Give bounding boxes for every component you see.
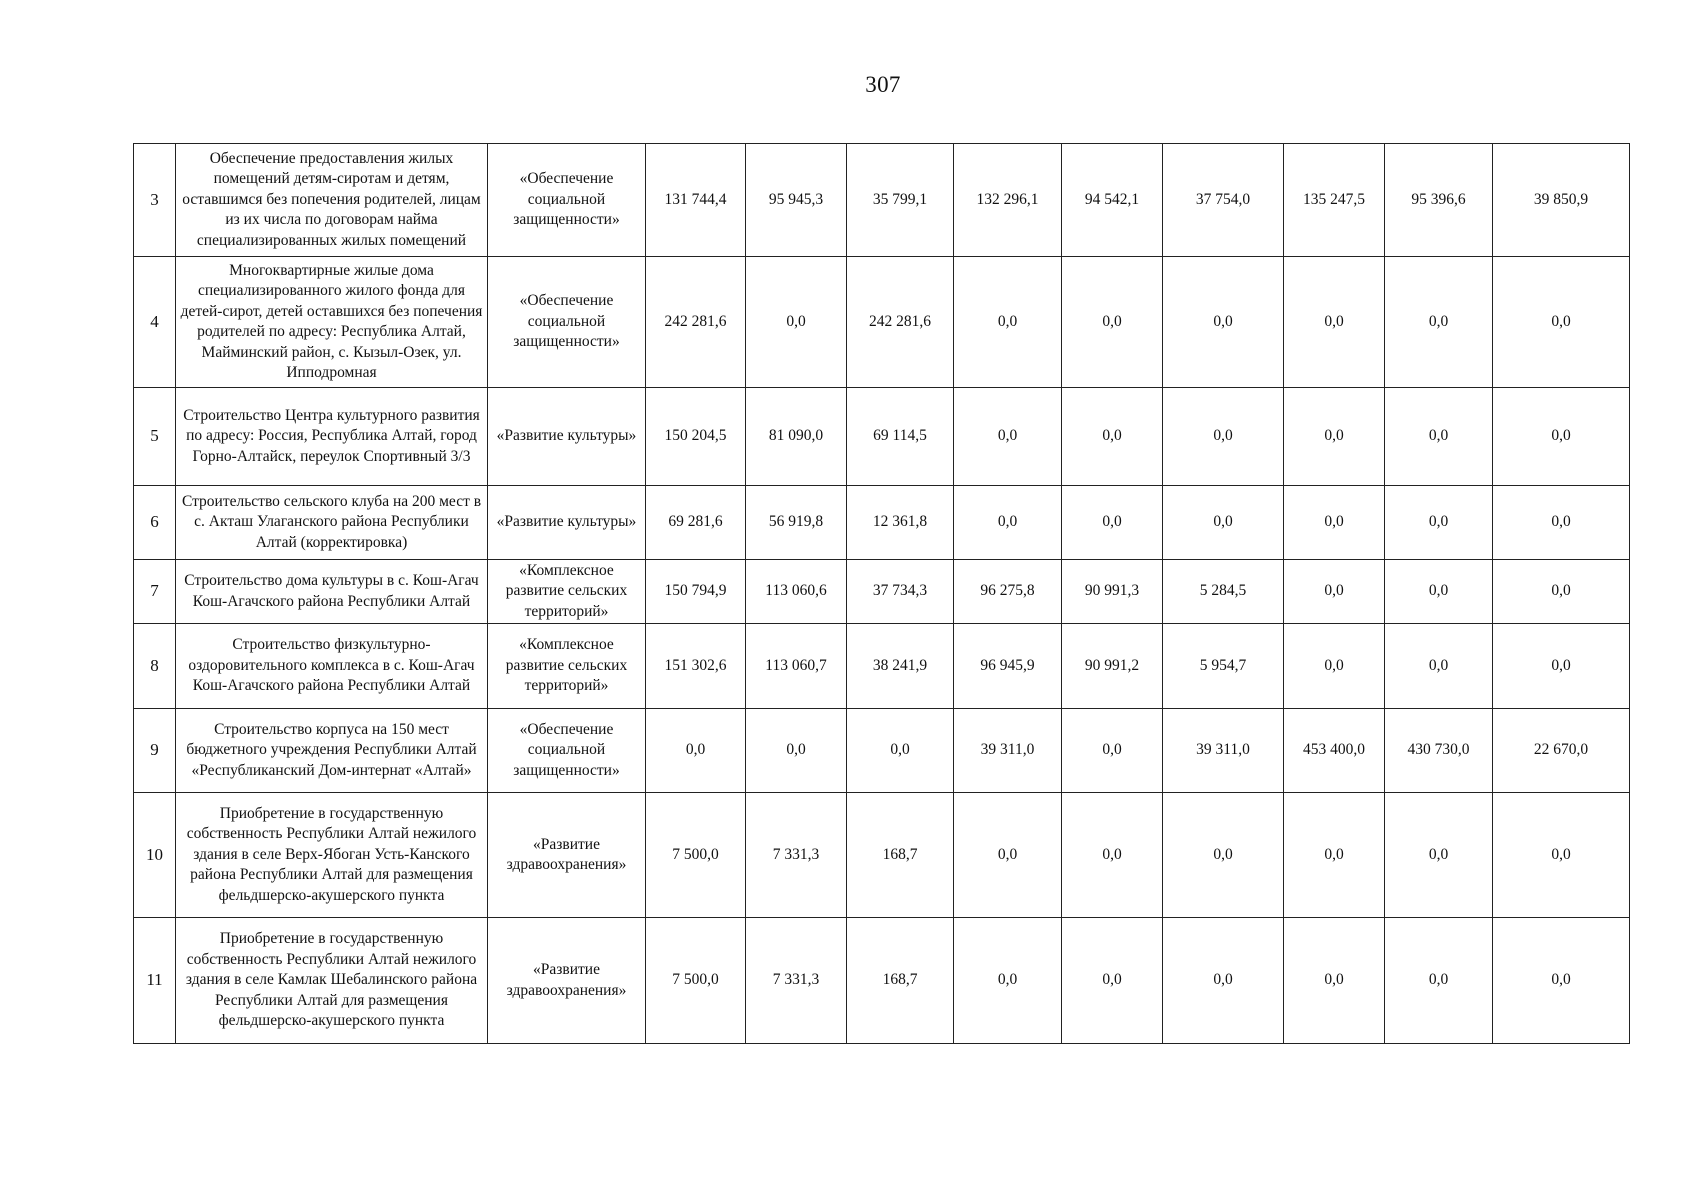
value-cell: 22 670,0: [1493, 709, 1630, 793]
value-cell: 168,7: [847, 793, 954, 918]
row-number: 5: [134, 388, 176, 486]
value-cell: 0,0: [1163, 388, 1284, 486]
value-cell: 0,0: [1062, 918, 1163, 1044]
value-cell: 0,0: [1284, 624, 1385, 709]
value-cell: 0,0: [1493, 560, 1630, 624]
value-cell: 0,0: [1062, 388, 1163, 486]
value-cell: 0,0: [746, 257, 847, 388]
program-cell: «Развитие культуры»: [488, 486, 646, 560]
table-row: [134, 709, 1630, 793]
value-cell: 69 114,5: [847, 388, 954, 486]
row-number: 10: [134, 793, 176, 918]
value-cell: 0,0: [1062, 709, 1163, 793]
value-cell: 7 331,3: [746, 793, 847, 918]
program-cell: «Обеспечение социальной защищенности»: [488, 709, 646, 793]
value-cell: 37 754,0: [1163, 144, 1284, 257]
value-cell: 0,0: [1385, 918, 1493, 1044]
row-number: 11: [134, 918, 176, 1044]
value-cell: 5 284,5: [1163, 560, 1284, 624]
table-row: [134, 486, 1630, 560]
object-name-cell: Строительство Центра культурного развития по адресу: Россия, Республика Алтай, город Горно-Алтайск, переулок Спортивный 3/3: [176, 388, 488, 486]
value-cell: 430 730,0: [1385, 709, 1493, 793]
value-cell: 131 744,4: [646, 144, 746, 257]
budget-table: [133, 143, 1630, 1044]
value-cell: 0,0: [1493, 257, 1630, 388]
object-name-cell: Строительство корпуса на 150 мест бюджетного учреждения Республики Алтай «Республиканский Дом-интернат «Алтай»: [176, 709, 488, 793]
object-name-cell: Строительство сельского клуба на 200 мест в с. Акташ Улаганского района Республики Алтай (корректировка): [176, 486, 488, 560]
program-cell: «Развитие здравоохранения»: [488, 918, 646, 1044]
value-cell: 94 542,1: [1062, 144, 1163, 257]
value-cell: 0,0: [1385, 624, 1493, 709]
row-number: 4: [134, 257, 176, 388]
table-row: [134, 560, 1630, 624]
value-cell: 0,0: [954, 388, 1062, 486]
value-cell: 0,0: [1385, 257, 1493, 388]
value-cell: 0,0: [847, 709, 954, 793]
object-name-cell: Многоквартирные жилые дома специализированного жилого фонда для детей-сирот, детей оставшихся без попечения родителей по адресу: Республика Алтай, Майминский район, с. Кызыл-Озек, ул. Ипподромная: [176, 257, 488, 388]
value-cell: 0,0: [1385, 388, 1493, 486]
page-number: 307: [865, 72, 901, 97]
value-cell: 0,0: [954, 486, 1062, 560]
value-cell: 7 500,0: [646, 793, 746, 918]
table-row: [134, 793, 1630, 918]
value-cell: 0,0: [1163, 793, 1284, 918]
table-row: [134, 624, 1630, 709]
value-cell: 242 281,6: [646, 257, 746, 388]
table-row: [134, 918, 1630, 1044]
row-number: 7: [134, 560, 176, 624]
program-cell: «Развитие культуры»: [488, 388, 646, 486]
row-number: 6: [134, 486, 176, 560]
value-cell: 37 734,3: [847, 560, 954, 624]
row-number: 8: [134, 624, 176, 709]
value-cell: 151 302,6: [646, 624, 746, 709]
value-cell: 90 991,2: [1062, 624, 1163, 709]
value-cell: 0,0: [746, 709, 847, 793]
value-cell: 0,0: [1062, 793, 1163, 918]
value-cell: 96 945,9: [954, 624, 1062, 709]
value-cell: 56 919,8: [746, 486, 847, 560]
object-name-cell: Строительство физкультурно-оздоровительного комплекса в с. Кош-Агач Кош-Агачского района Республики Алтай: [176, 624, 488, 709]
value-cell: 168,7: [847, 918, 954, 1044]
row-number: 9: [134, 709, 176, 793]
value-cell: 0,0: [1385, 486, 1493, 560]
value-cell: 0,0: [954, 257, 1062, 388]
value-cell: 132 296,1: [954, 144, 1062, 257]
value-cell: 39 311,0: [954, 709, 1062, 793]
value-cell: 0,0: [1493, 624, 1630, 709]
value-cell: 12 361,8: [847, 486, 954, 560]
value-cell: 0,0: [1062, 486, 1163, 560]
value-cell: 453 400,0: [1284, 709, 1385, 793]
object-name-cell: Приобретение в государственную собственность Республики Алтай нежилого здания в селе Камлак Шебалинского района Республики Алтай для размещения фельдшерско-акушерского пункта: [176, 918, 488, 1044]
value-cell: 5 954,7: [1163, 624, 1284, 709]
value-cell: 0,0: [954, 918, 1062, 1044]
value-cell: 0,0: [1385, 560, 1493, 624]
value-cell: 0,0: [1493, 486, 1630, 560]
value-cell: 0,0: [1284, 257, 1385, 388]
value-cell: 35 799,1: [847, 144, 954, 257]
object-name-cell: Строительство дома культуры в с. Кош-Агач Кош-Агачского района Республики Алтай: [176, 560, 488, 624]
table-body: [134, 144, 1630, 1044]
value-cell: 90 991,3: [1062, 560, 1163, 624]
value-cell: 0,0: [1163, 918, 1284, 1044]
value-cell: 0,0: [1493, 918, 1630, 1044]
value-cell: 0,0: [1385, 793, 1493, 918]
value-cell: 7 331,3: [746, 918, 847, 1044]
value-cell: 39 311,0: [1163, 709, 1284, 793]
object-name-cell: Обеспечение предоставления жилых помещений детям-сиротам и детям, оставшимся без попечения родителей, лицам из их числа по договорам найма специализированных жилых помещений: [176, 144, 488, 257]
value-cell: 150 204,5: [646, 388, 746, 486]
table-row: [134, 257, 1630, 388]
value-cell: 96 275,8: [954, 560, 1062, 624]
table-row: [134, 144, 1630, 257]
value-cell: 0,0: [1284, 918, 1385, 1044]
value-cell: 81 090,0: [746, 388, 847, 486]
value-cell: 7 500,0: [646, 918, 746, 1044]
value-cell: 0,0: [954, 793, 1062, 918]
value-cell: 0,0: [1284, 560, 1385, 624]
value-cell: 95 945,3: [746, 144, 847, 257]
value-cell: 0,0: [1284, 486, 1385, 560]
object-name-cell: Приобретение в государственную собственность Республики Алтай нежилого здания в селе Верх-Ябоган Усть-Канского района Республики Алтай для размещения фельдшерско-акушерского пункта: [176, 793, 488, 918]
value-cell: 0,0: [1062, 257, 1163, 388]
value-cell: 135 247,5: [1284, 144, 1385, 257]
program-cell: «Комплексное развитие сельских территорий»: [488, 624, 646, 709]
value-cell: 242 281,6: [847, 257, 954, 388]
row-number: 3: [134, 144, 176, 257]
value-cell: 39 850,9: [1493, 144, 1630, 257]
value-cell: 0,0: [1163, 257, 1284, 388]
table-row: [134, 388, 1630, 486]
value-cell: 0,0: [1493, 793, 1630, 918]
value-cell: 0,0: [1284, 793, 1385, 918]
value-cell: 113 060,7: [746, 624, 847, 709]
value-cell: 0,0: [646, 709, 746, 793]
value-cell: 0,0: [1284, 388, 1385, 486]
program-cell: «Обеспечение социальной защищенности»: [488, 257, 646, 388]
value-cell: 95 396,6: [1385, 144, 1493, 257]
value-cell: 38 241,9: [847, 624, 954, 709]
value-cell: 0,0: [1163, 486, 1284, 560]
value-cell: 113 060,6: [746, 560, 847, 624]
program-cell: «Развитие здравоохранения»: [488, 793, 646, 918]
value-cell: 150 794,9: [646, 560, 746, 624]
program-cell: «Комплексное развитие сельских территорий»: [488, 560, 646, 624]
value-cell: 0,0: [1493, 388, 1630, 486]
value-cell: 69 281,6: [646, 486, 746, 560]
program-cell: «Обеспечение социальной защищенности»: [488, 144, 646, 257]
